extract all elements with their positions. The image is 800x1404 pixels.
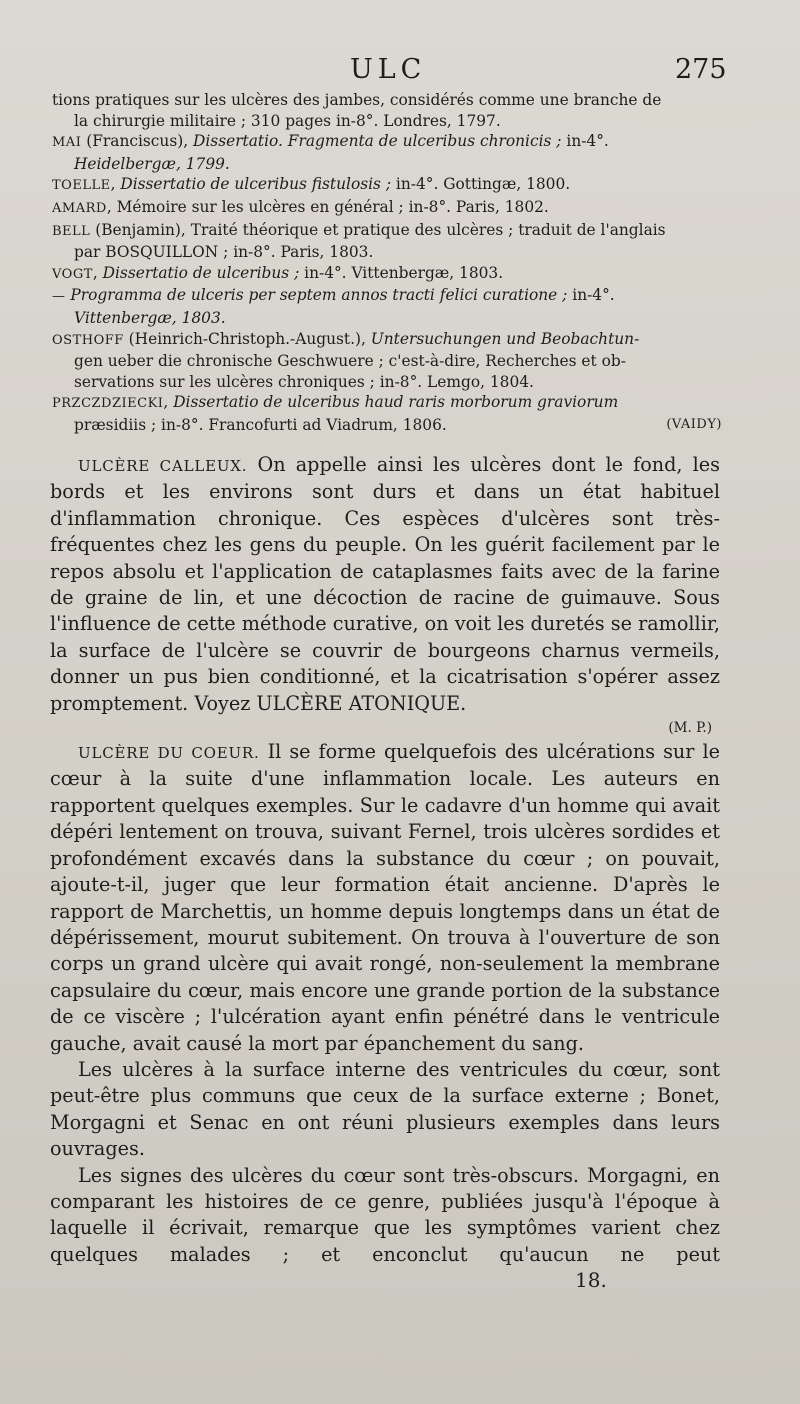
bibliography-entry <box>52 415 722 436</box>
article-body <box>50 452 720 1268</box>
bibliography-entry <box>52 220 722 243</box>
entry-author: — <box>52 289 66 305</box>
author-sign: (M. P.) <box>668 720 712 737</box>
bibliography-entry <box>52 197 722 220</box>
entry-text: par BOSQUILLON ; in-8°. Paris, 1803. <box>74 243 374 262</box>
entry-author: MAI <box>52 135 82 151</box>
author-sign: (VAIDY) <box>666 416 722 432</box>
entry-text: la chirurgie militaire ; 310 pages in-8°. Londres, 1797. <box>74 111 501 130</box>
entry-details: (Heinrich-Christoph.-August.), <box>123 329 371 348</box>
entry-author: BELL <box>52 223 91 239</box>
bibliography-entry <box>52 154 722 175</box>
bibliography-entry <box>52 351 722 372</box>
entry-details: , <box>163 393 174 412</box>
entry-author: PRZCZDZIECKI <box>52 396 164 412</box>
section-ulcere-du-coeur <box>50 739 720 1057</box>
bibliography-entry <box>52 90 722 111</box>
paragraph: Les ulcères à la surface interne des ventricules du cœur, sont peut-être plus communs que ceux de la surface externe ; Bonet, Morgagni et Senac en ont réuni plusieurs exemples dans leurs ouvrages. <box>50 1057 720 1161</box>
entry-details: , Mémoire sur les ulcères en général ; in-8°. Paris, 1802. <box>106 197 549 216</box>
entry-title: Dissertatio de ulceribus fistulosis ; <box>120 175 392 194</box>
entry-details: (Benjamin), Traité théorique et pratique des ulcères ; traduit de l'anglais <box>90 220 666 239</box>
paragraph-text: On appelle ainsi les ulcères dont le fond, les bords et les environs sont durs et dans un état habituel d'inflammation chronique. Ces espèces d'ulcères sont très-fréquentes chez les gens du peuple. On les guérit facilement par le repos absolu et l'application de cataplasmes faits avec de la farine de graine de lin, et une décoction de racine de guimauve. Sous l'influence de cette méthode curative, on voit les duretés se ramollir, la surface de l'ulcère se couvrir de bourgeons charnus vermeils, donner un pus bien conditionné, et la cicatrisation s'opérer assez promptement. Voyez ULCÈRE ATONIQUE. <box>50 453 720 715</box>
entry-text: servations sur les ulcères chroniques ; in-8°. Lemgo, 1804. <box>74 372 534 391</box>
entry-details: , <box>92 263 103 282</box>
bibliography-entry <box>52 111 722 132</box>
entry-title: Untersuchungen und Beobachtun- <box>370 329 640 348</box>
bibliography-entry <box>52 329 722 352</box>
entry-author: VOGT <box>52 266 93 282</box>
paragraph: Les signes des ulcères du cœur sont très-obscurs. Morgagni, en comparant les histoires de ce genre, publiées jusqu'à l'époque à laquelle il écrivait, remarque que les symptômes varient chez quelques malades ; et enconclut qu'aucun ne peut <box>50 1163 720 1266</box>
entry-author: OSTHOFF <box>52 332 124 348</box>
running-header <box>0 48 800 88</box>
entry-details: , <box>110 175 121 194</box>
bibliography-entry <box>52 263 722 286</box>
entry-imprint: in-4°. Vittenbergæ, 1803. <box>299 263 504 282</box>
entry-text: Vittenbergæ, 1803. <box>74 308 226 327</box>
entry-author: AMARD <box>52 200 107 216</box>
entry-title: Programma de ulceris per septem annos tracti felici curatione ; <box>70 286 568 305</box>
entry-imprint: in-4°. <box>567 286 615 305</box>
bibliography-entry <box>52 174 722 197</box>
section-heading: ULCÈRE CALLEUX. <box>78 457 248 475</box>
entry-author: TOELLE <box>52 178 111 194</box>
entry-text: præsidiis ; in-8°. Francofurti ad Viadrum, 1806. <box>74 415 447 434</box>
entry-text: Heidelbergæ, 1799. <box>74 154 230 173</box>
bibliography-entry <box>52 131 722 154</box>
entry-title: Dissertatio. Fragmenta de ulceribus chronicis ; <box>193 132 562 151</box>
section-ulcere-calleux <box>50 452 720 717</box>
running-title: ULC <box>350 54 427 85</box>
entry-title: Dissertatio de ulceribus haud raris morborum graviorum <box>173 393 619 412</box>
entry-text: tions pratiques sur les ulcères des jambes, considérés comme une branche de <box>52 91 662 109</box>
entry-details: (Franciscus), <box>81 132 194 151</box>
section-heading: ULCÈRE DU COEUR. <box>78 744 260 763</box>
entry-title: Dissertatio de ulceribus ; <box>102 263 300 282</box>
entry-imprint: in-4°. <box>561 132 609 151</box>
entry-imprint: in-4°. Gottingæ, 1800. <box>391 175 571 194</box>
bibliography-entry <box>52 285 722 308</box>
paragraph-text: Il se forme quelquefois des ulcérations sur le cœur à la suite d'une inflammation locale. Les auteurs en rapportent quelques exemples. Sur le cadavre d'un homme qui avait dépéri lentement on trouva, suivant Fernel, trois ulcères sordides et profondément excavés dans la substance du cœur ; on pouvait, ajoute-t-il, juger que leur formation était ancienne. D'après le rapport de Marchettis, un homme depuis longtemps dans un état de dépérissement, mourut subitement. On trouva à l'ouverture de son corps un grand ulcère qui avait rongé, non-seulement la membrane capsulaire du cœur, mais encore une grande portion de la substance de ce viscère ; l'ulcération ayant enfin pénétré dans le ventricule gauche, avait causé la mort par épanchement du sang. <box>50 740 720 1055</box>
bibliography-entry <box>52 308 722 329</box>
entry-text: gen ueber die chronische Geschwuere ; c'est-à-dire, Recherches et ob- <box>74 352 626 371</box>
bibliography <box>52 90 722 436</box>
bibliography-entry <box>52 242 722 263</box>
signature-mark: 18. <box>575 1268 607 1292</box>
bibliography-entry <box>52 392 722 415</box>
bibliography-entry <box>52 372 722 393</box>
page-number: 275 <box>675 54 727 85</box>
